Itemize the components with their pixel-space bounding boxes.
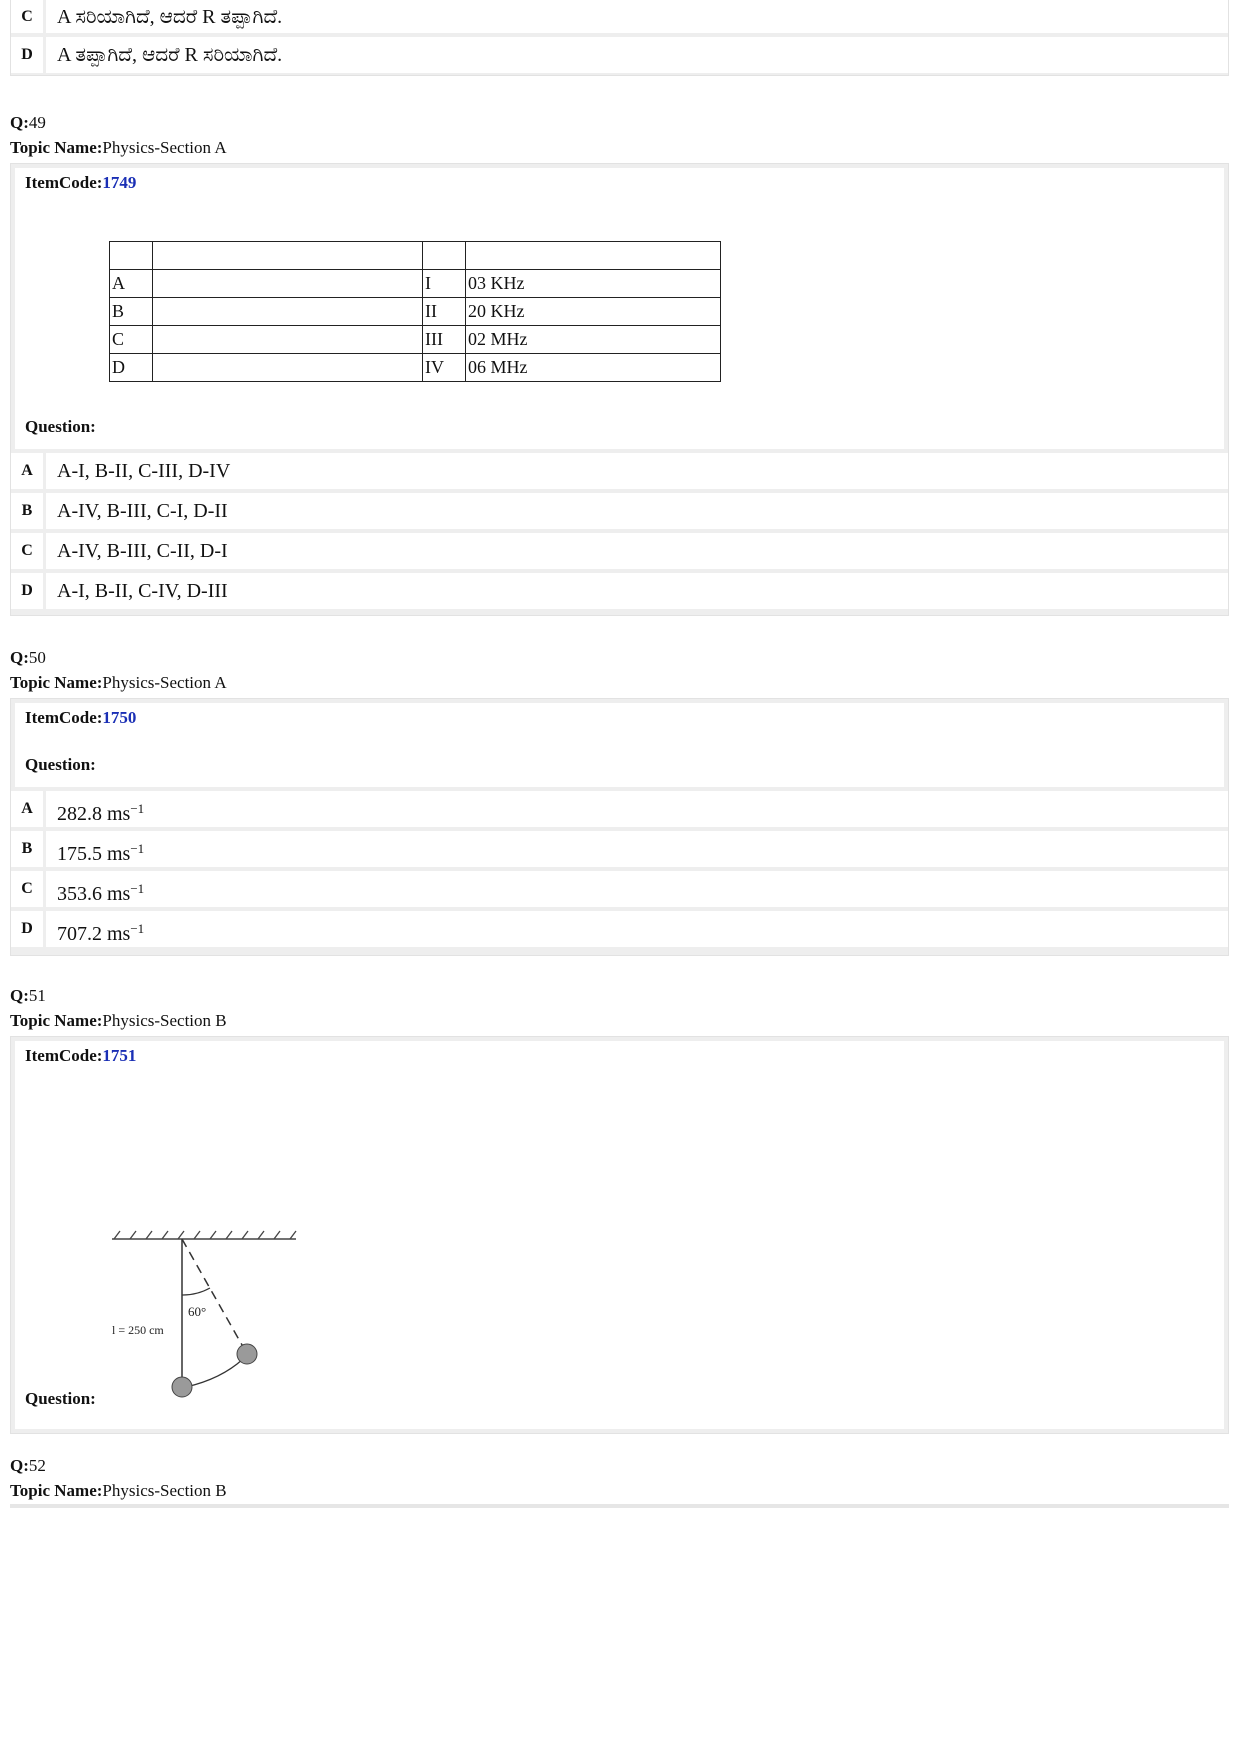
q-label: Q: [10,113,29,132]
displaced-string [182,1239,246,1352]
q49-itemcode-value: 1749 [102,173,137,192]
q50-option-c[interactable]: C 353.6 $ms^{-1}$ [11,867,1228,907]
q51-question: Question: [25,1389,96,1408]
q50-topic: Physics-Section A [102,673,227,692]
q50-option-d[interactable]: D 707.2 $ms^{-1}$ [11,907,1228,947]
q50-itemcode: ItemCode:1750 [25,708,137,727]
length-label: l = 250 cm [112,1323,164,1337]
q52-topic: Physics-Section B [102,1481,227,1500]
option-text: A ಸರಿಯಾಗಿದೆ, ಆದರೆ R ತಪ್ಪಾಗಿದೆ. [57,6,283,28]
q49-topic: Physics-Section A [102,138,227,157]
q50-option-a[interactable]: A 282.8 $ms^{-1}$ [11,787,1228,827]
table-row: A I 03 KHz [110,270,721,298]
q49-option-d[interactable]: D A-I, B-II, C-IV, D-III [11,569,1228,609]
q48-options-card [10,0,1229,76]
option-text: A ತಪ್ಪಾಗಿದೆ, ಆದರೆ R ಸರಿಯಾಗಿದೆ. [57,44,283,66]
q50-question: Question: [25,755,96,774]
q48-option-d[interactable] [11,33,1228,73]
angle-arc [182,1288,210,1295]
q49-header [10,110,227,160]
q51-header: Q:51 Topic Name:Physics-Section B [10,986,227,1030]
q51-itemcode: ItemCode:1751 [25,1046,137,1065]
q49-option-b[interactable]: B A-IV, B-III, C-I, D-II [11,489,1228,529]
q51-number: 51 [28,986,46,1005]
q52-number: 52 [28,1456,46,1475]
q48-option-c[interactable] [11,0,1228,35]
q49-option-c[interactable]: C A-IV, B-III, C-II, D-I [11,529,1228,569]
option-letter: C [11,0,46,35]
pendulum-figure [106,1229,306,1409]
q50-option-b[interactable]: B 175.5 $ms^{-1}$ [11,827,1228,867]
list-1-header [153,242,423,270]
q49-option-a[interactable]: A A-I, B-II, C-III, D-IV [11,449,1228,489]
table-row: D IV 06 MHz [110,354,721,382]
angle-label: 60° [188,1304,207,1319]
table-row: B II 20 KHz [110,298,721,326]
table-row: C III 02 MHz [110,326,721,354]
topic-label: Topic Name: [10,138,103,157]
bob-rest [172,1377,192,1397]
q50-card [10,698,1229,956]
q49-match-table [109,241,721,382]
swing-arc [186,1359,243,1387]
q52-header: Q:52 Topic Name:Physics-Section B [10,1456,227,1500]
q52-card-edge [10,1504,1229,1508]
option-letter: D [11,37,46,73]
q49-number: 49 [28,113,46,132]
q51-card [10,1036,1229,1434]
bob-displaced [237,1344,257,1364]
ceiling-hatch [114,1231,296,1239]
list-2-header [466,242,721,270]
q51-topic: Physics-Section B [102,1011,227,1030]
q50-header: Q:50 Topic Name:Physics-Section A [10,648,227,692]
q49-question: Question: [25,417,96,436]
table-header-row [110,242,721,270]
q49-card [10,163,1229,616]
q50-number: 50 [28,648,46,667]
q49-itemcode: ItemCode:1749 [25,173,137,192]
